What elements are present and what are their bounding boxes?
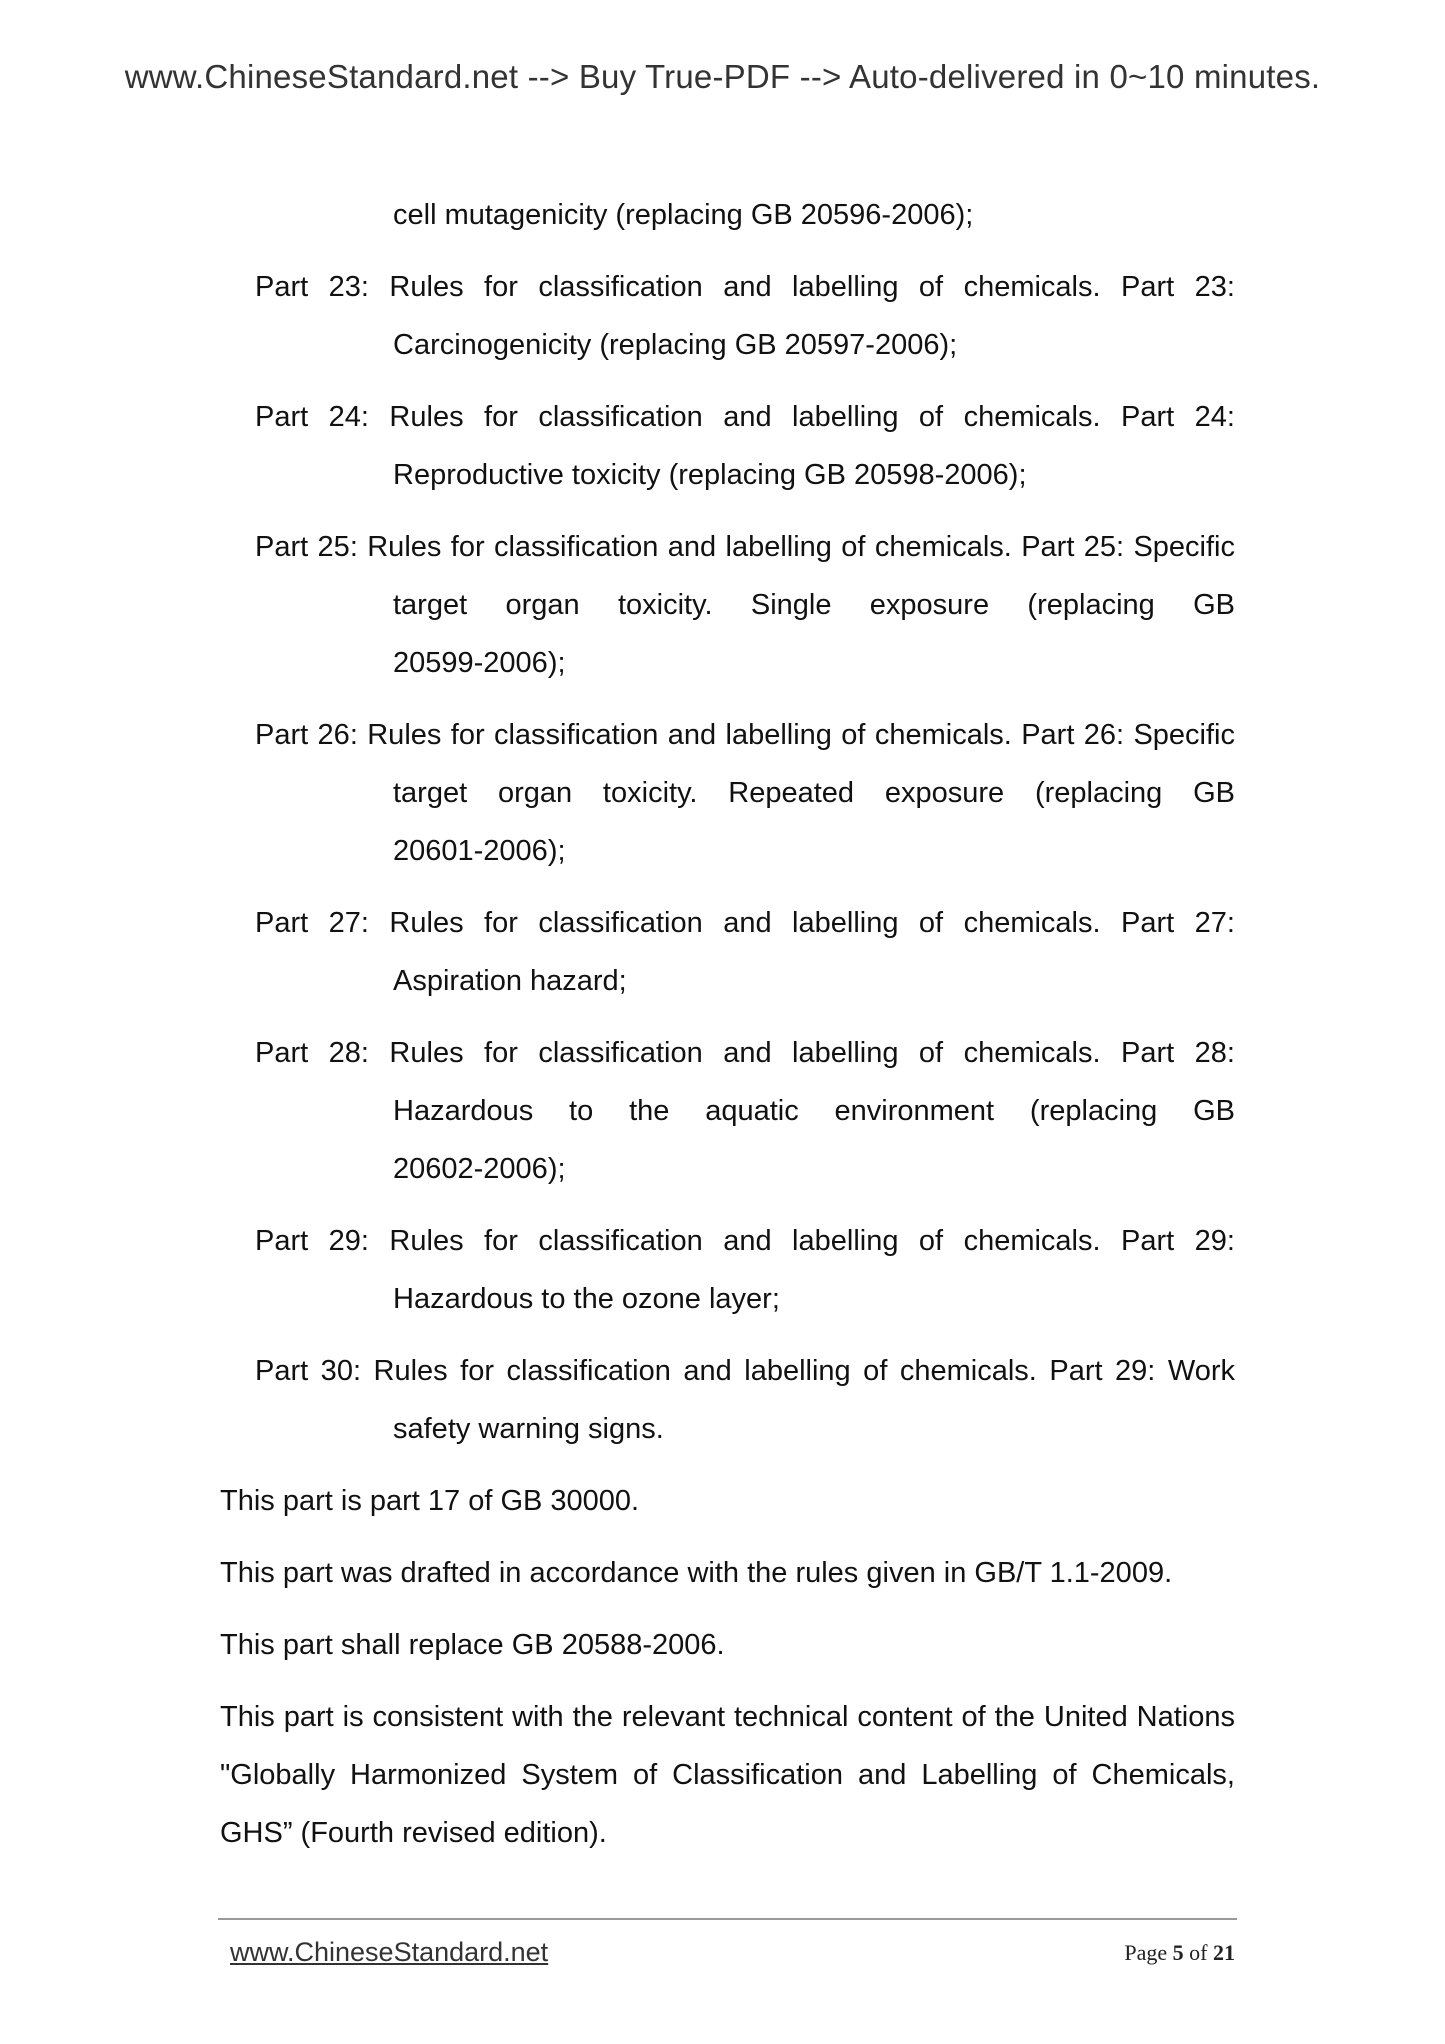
paragraph-ghs-consistency [220,1688,1235,1862]
part-30-line-2: safety warning signs. [393,1413,664,1445]
paragraph-part-17: This part is part 17 of GB 30000. [220,1485,640,1517]
part-26-line-3: 20601-2006); [393,835,566,867]
footer-divider [218,1918,1237,1920]
part-25-line-3: 20599-2006); [393,647,566,679]
part-28-line-3: 20602-2006); [393,1153,566,1185]
part-24-line-2: Reproductive toxicity (replacing GB 20598-2006); [393,459,1027,491]
part-23-entry [220,258,1235,374]
paragraph-ghs-line-1: This part is consistent with the relevant technical content of the United Nations [220,1701,1235,1733]
page-total: 21 [1213,1940,1235,1965]
paragraph-replaces: This part shall replace GB 20588-2006. [220,1629,725,1661]
part-25-line-2: target organ toxicity. Single exposure (replacing GB [393,589,1235,621]
part-24-entry [220,388,1235,504]
part-28-line-1: Part 28: Rules for classification and labelling of chemicals. Part 28: [255,1037,1235,1069]
header-banner[interactable]: www.ChineseStandard.net --> Buy True-PDF --> Auto-delivered in 0~10 minutes. [124,58,1321,95]
part-27-entry [220,894,1235,1010]
document-body [220,186,1235,1862]
part-29-entry [220,1212,1235,1328]
page-number [1124,1940,1235,1966]
part-26-line-1: Part 26: Rules for classification and labelling of chemicals. Part 26: Specific [255,719,1235,751]
part-28-entry [220,1024,1235,1198]
part-28-line-2: Hazardous to the aquatic environment (replacing GB [393,1095,1235,1127]
page-current: 5 [1172,1940,1184,1965]
paragraph-ghs-line-3: GHS” (Fourth revised edition). [220,1817,607,1849]
paragraph-drafting-rules: This part was drafted in accordance with the rules given in GB/T 1.1-2009. [220,1557,1173,1589]
part-25-line-1: Part 25: Rules for classification and labelling of chemicals. Part 25: Specific [255,531,1235,563]
part-23-line-2: Carcinogenicity (replacing GB 20597-2006); [393,329,958,361]
part-30-line-1: Part 30: Rules for classification and labelling of chemicals. Part 29: Work [255,1355,1235,1387]
paragraph-ghs-line-2: "Globally Harmonized System of Classification and Labelling of Chemicals, [220,1759,1235,1791]
part-30-entry [220,1342,1235,1458]
part-29-line-2: Hazardous to the ozone layer; [393,1283,780,1315]
page-of: of [1189,1940,1208,1965]
part-24-line-1: Part 24: Rules for classification and labelling of chemicals. Part 24: [255,401,1235,433]
footer-site-link[interactable]: www.ChineseStandard.net [230,1937,549,1967]
part-26-entry [220,706,1235,880]
part-27-line-1: Part 27: Rules for classification and labelling of chemicals. Part 27: [255,907,1235,939]
part-25-entry [220,518,1235,692]
part-29-line-1: Part 29: Rules for classification and labelling of chemicals. Part 29: [255,1225,1235,1257]
page-word: Page [1124,1940,1168,1965]
part-26-line-2: target organ toxicity. Repeated exposure (replacing GB [393,777,1235,809]
part-27-line-2: Aspiration hazard; [393,965,627,997]
part-23-line-1: Part 23: Rules for classification and labelling of chemicals. Part 23: [255,271,1235,303]
part-22-continuation: cell mutagenicity (replacing GB 20596-2006); [393,199,974,231]
